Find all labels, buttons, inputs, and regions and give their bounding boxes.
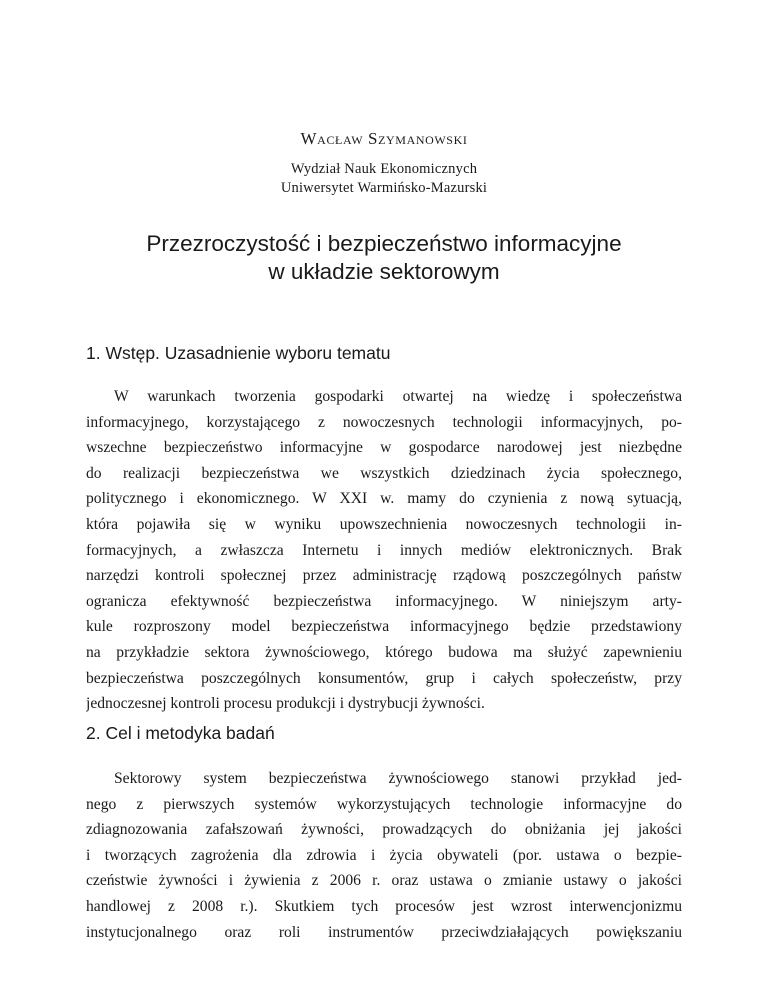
text-line: instytucjonalnego oraz roli instrumentów przeciwdziałających powiększaniu [86,923,682,941]
section-2-heading: 2. Cel i metodyka badań [86,723,275,743]
affiliation-university: Uniwersytet Warmińsko-Mazurski [280,180,488,196]
article-title-line-2: w układzie sektorowym [268,259,500,284]
section-1-paragraph [86,384,682,717]
text-line: bezpieczeństwa poszczególnych konsumentów, grup i całych społeczeństw, przy [86,669,682,687]
author-name: Wacław Szymanowski [300,129,468,148]
text-line: na przykładzie sektora żywnościowego, którego budowa ma służyć zapewnieniu [86,643,682,661]
text-line: która pojawiła się w wyniku upowszechnienia nowoczesnych technologii in- [86,515,682,533]
section-2-paragraph [86,766,682,945]
text-line: formacyjnych, a zwłaszcza Internetu i innych mediów elektronicznych. Brak [86,541,682,559]
text-line: narzędzi kontroli społecznej przez administrację rządową poszczególnych państw [86,567,682,585]
text-line: czeństwie żywności i żywienia z 2006 r. oraz ustawa o zmianie ustawy o jakości [86,872,682,890]
article-title [86,230,682,286]
text-line: nego z pierwszych systemów wykorzystujących technologie informacyjne do [86,795,682,813]
text-line: ogranicza efektywność bezpieczeństwa informacyjnego. W niniejszym arty- [86,592,682,610]
text-line: Sektorowy system bezpieczeństwa żywnościowego stanowi przykład jed- [114,770,682,787]
text-line: jednoczesnej kontroli procesu produkcji i dystrybucji żywności. [86,695,485,713]
affiliation-faculty: Wydział Nauk Ekonomicznych [290,161,478,177]
text-line: handlowej z 2008 r.). Skutkiem tych procesów jest wzrost interwencjonizmu [86,897,682,915]
text-line: i tworzących zagrożenia dla zdrowia i życia obywateli (por. ustawa o bezpie- [86,846,682,864]
text-line: do realizacji bezpieczeństwa we wszystkich dziedzinach życia społecznego, [86,464,682,482]
text-line: W warunkach tworzenia gospodarki otwartej na wiedzę i społeczeństwa [114,388,682,405]
text-line: kule rozproszony model bezpieczeństwa informacyjnego będzie przedstawiony [86,618,682,636]
text-line: wszechne bezpieczeństwo informacyjne w gospodarce narodowej jest niezbędne [86,439,682,457]
text-line: politycznego i ekonomicznego. W XXI w. mamy do czynienia z nową sytuacją, [86,490,682,508]
section-1-heading: 1. Wstęp. Uzasadnienie wyboru tematu [86,343,391,363]
text-line: informacyjnego, korzystającego z nowoczesnych technologii informacyjnych, po- [86,413,682,431]
text-line: zdiagnozowania zafałszowań żywności, prowadzących do obniżania jej jakości [86,821,682,839]
article-title-line-1: Przezroczystość i bezpieczeństwo informacyjne [146,231,622,256]
